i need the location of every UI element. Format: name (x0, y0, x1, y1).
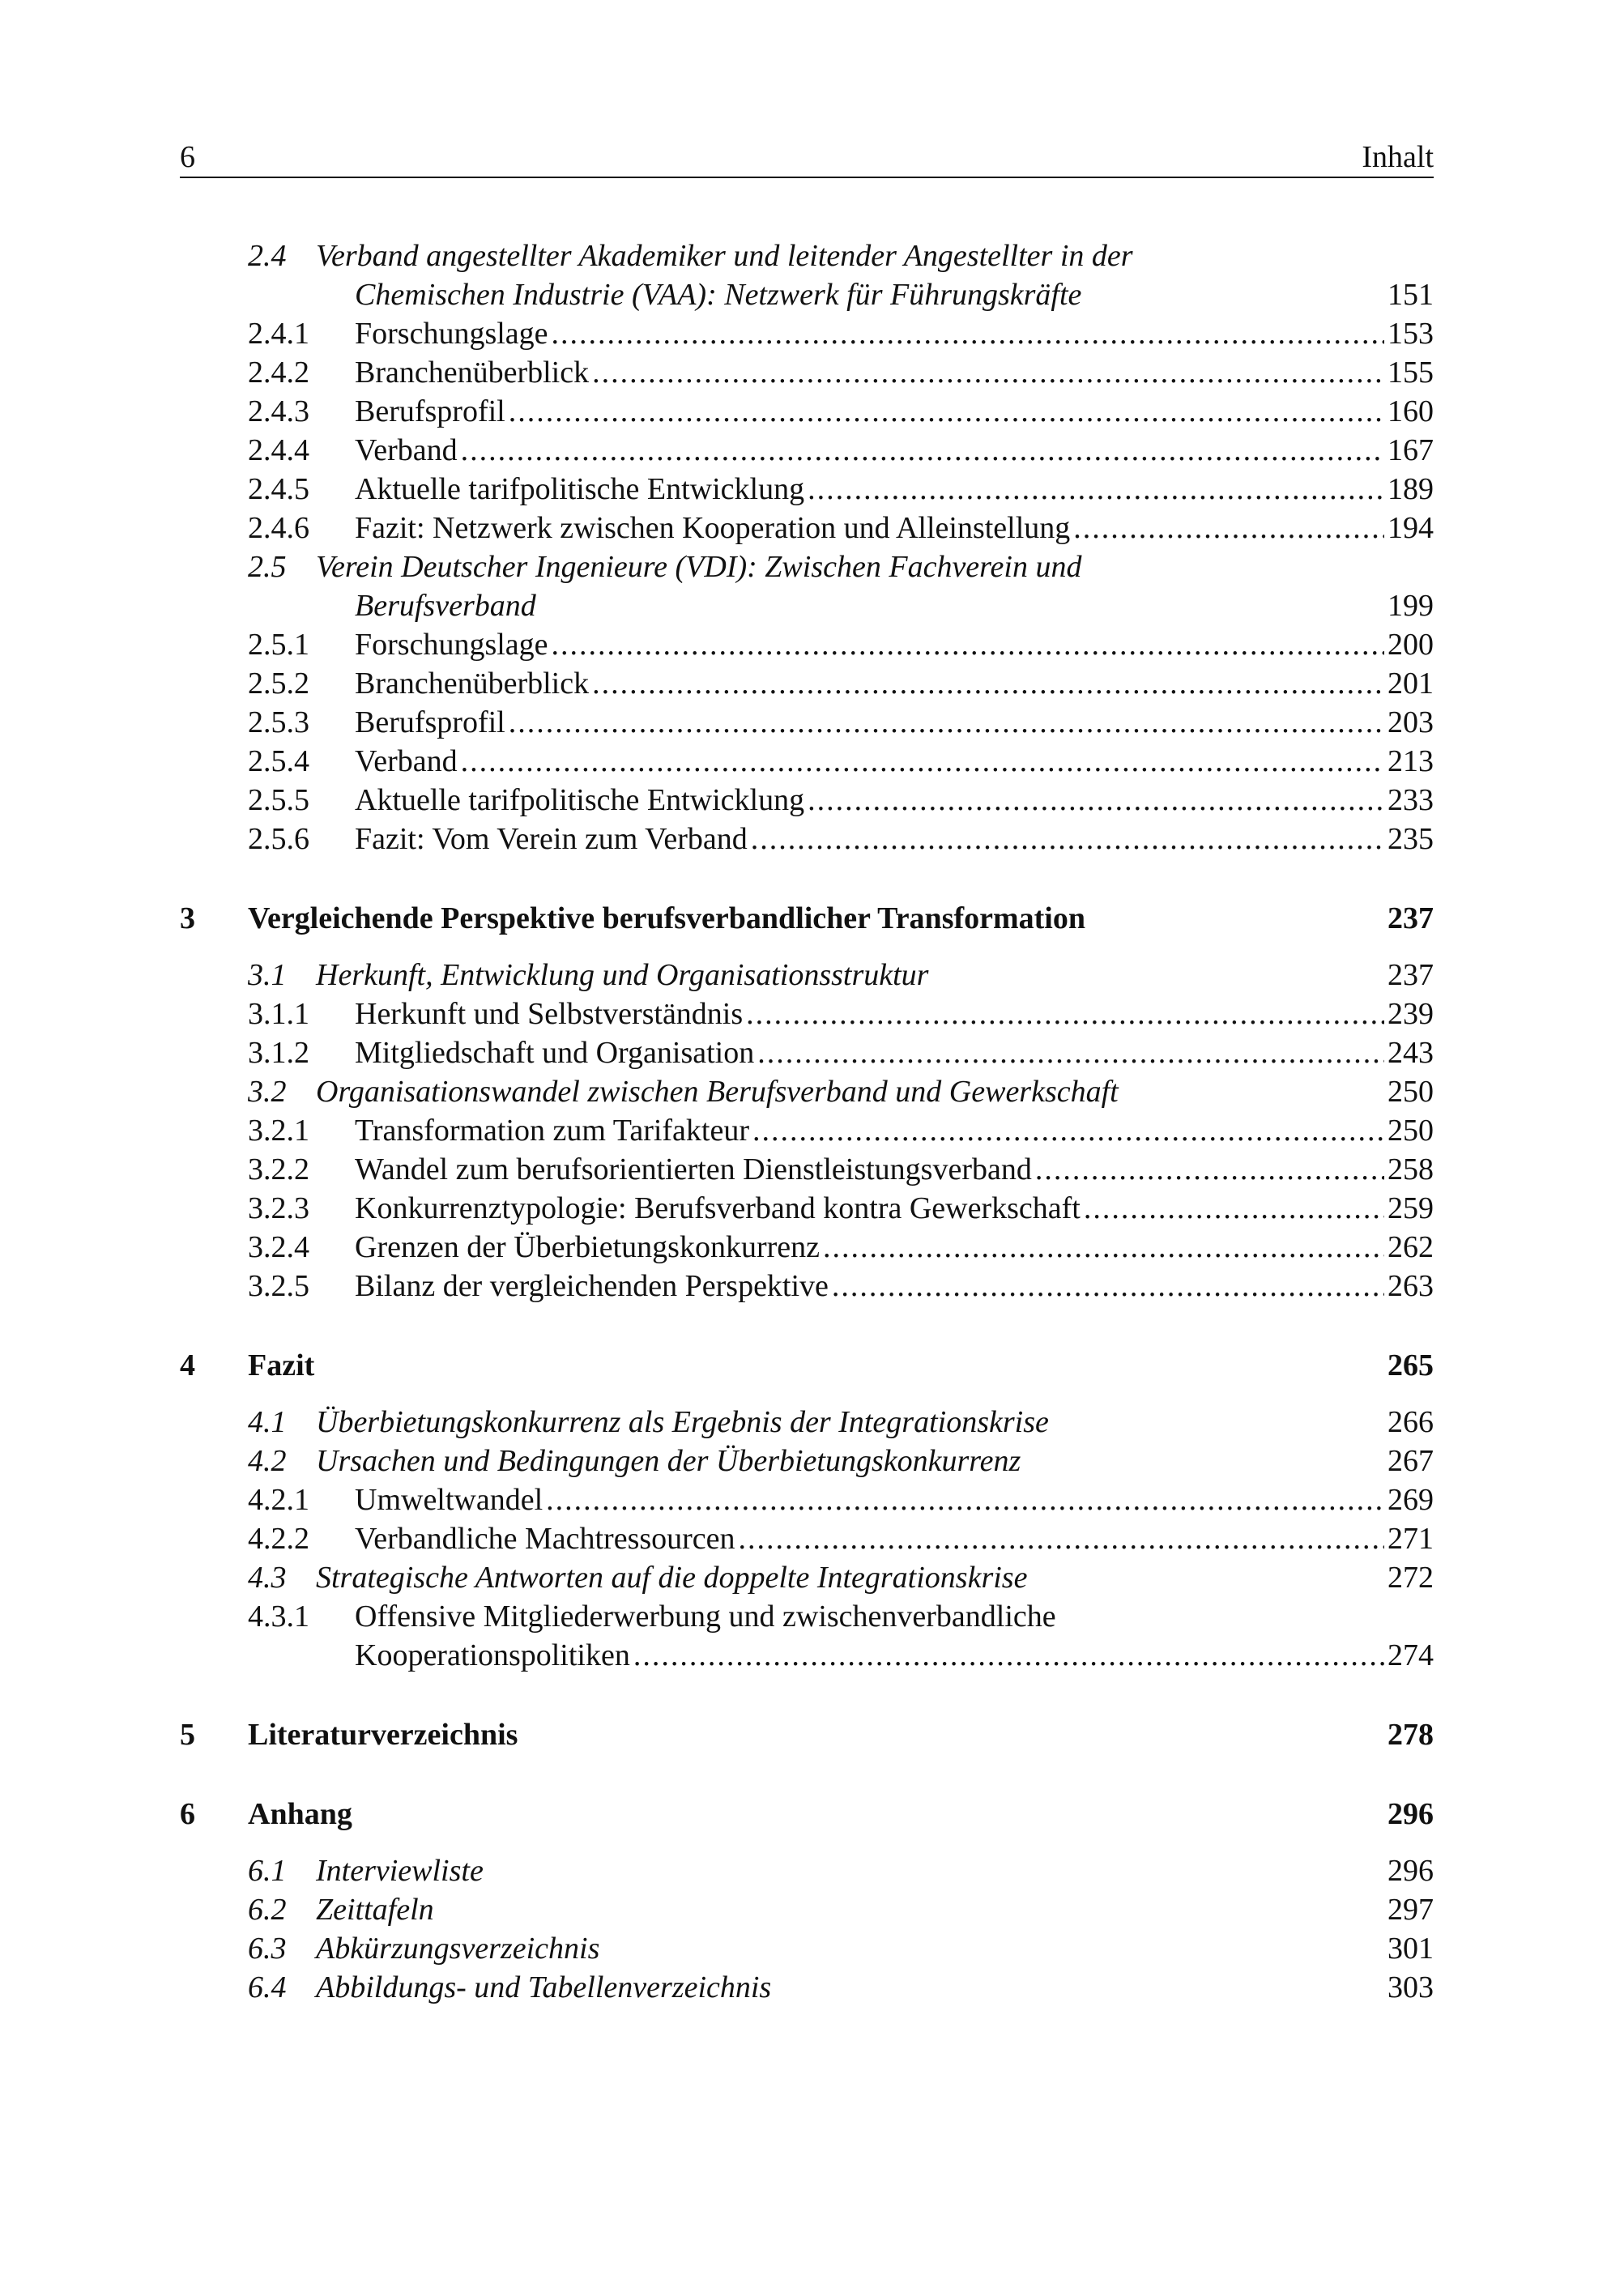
toc-number: 4.2.1 (248, 1483, 309, 1517)
spacer (180, 858, 1434, 899)
toc-page-number: 233 (1387, 783, 1434, 817)
toc-page-number: 160 (1387, 394, 1434, 428)
toc-entry-section[interactable] (180, 1929, 1434, 1968)
toc-entry-cont[interactable] (180, 586, 1434, 625)
toc-title: Berufsprofil (355, 705, 505, 739)
dot-leader (592, 664, 1384, 703)
toc-title: Kooperationspolitiken (355, 1638, 630, 1672)
toc-title: Organisationswandel zwischen Berufsverband und Gewerkschaft (316, 1075, 1119, 1109)
toc-page-number: 262 (1387, 1230, 1434, 1264)
toc-page-number: 297 (1387, 1893, 1434, 1927)
toc-entry-cont[interactable] (180, 275, 1434, 314)
toc-number: 3.1.2 (248, 1036, 309, 1070)
toc-entry-section[interactable] (180, 1968, 1434, 2007)
toc-title: Aktuelle tarifpolitische Entwicklung (355, 472, 805, 506)
spacer (180, 938, 1434, 956)
toc-title: Offensive Mitgliederwerbung und zwischenverbandliche (355, 1600, 1056, 1634)
toc-entry-sub[interactable] (180, 431, 1434, 470)
toc-entry-sub[interactable] (180, 703, 1434, 742)
toc-entry-sub[interactable] (180, 1033, 1434, 1072)
toc-entry-sub[interactable] (180, 470, 1434, 509)
page-header (180, 136, 1434, 178)
toc-page-number: 155 (1387, 356, 1434, 390)
toc-entry-sub[interactable] (180, 1150, 1434, 1189)
toc-entry-sub[interactable] (180, 1189, 1434, 1228)
toc-page-number: 201 (1387, 667, 1434, 701)
toc-page-number: 274 (1387, 1638, 1434, 1672)
dot-leader (757, 1033, 1384, 1072)
toc-page-number: 301 (1387, 1932, 1434, 1966)
toc-page-number: 200 (1387, 628, 1434, 662)
dot-leader (752, 1111, 1384, 1150)
toc-entry-sub[interactable] (180, 1267, 1434, 1306)
toc-page-number: 243 (1387, 1036, 1434, 1070)
toc-number: 2.5.4 (248, 744, 309, 778)
toc-number: 6.2 (248, 1893, 287, 1927)
toc-number: 2.4.5 (248, 472, 309, 506)
dot-leader (461, 742, 1384, 781)
toc-entry-chapter[interactable] (180, 1346, 1434, 1385)
toc-page-number: 271 (1387, 1522, 1434, 1556)
toc-title: Interviewliste (316, 1854, 484, 1888)
toc-page-number: 151 (1387, 278, 1434, 312)
toc-number: 3.2.4 (248, 1230, 309, 1264)
toc-title: Konkurrenztypologie: Berufsverband kontra Gewerkschaft (355, 1191, 1081, 1225)
dot-leader (823, 1228, 1384, 1267)
spacer (180, 1306, 1434, 1346)
toc-title: Fazit (248, 1348, 315, 1382)
toc-title: Herkunft, Entwicklung und Organisationsstruktur (316, 958, 929, 992)
toc-page-number: 258 (1387, 1152, 1434, 1186)
toc-page-number: 237 (1387, 958, 1434, 992)
toc-number: 2.4.3 (248, 394, 309, 428)
toc-entry-sub[interactable] (180, 353, 1434, 392)
toc-entry-subcont[interactable] (180, 1636, 1434, 1675)
page-number: 6 (180, 140, 195, 174)
toc-number: 2.5.5 (248, 783, 309, 817)
toc-page-number: 189 (1387, 472, 1434, 506)
toc-number: 5 (180, 1718, 195, 1752)
toc-entry-sub[interactable] (180, 392, 1434, 431)
toc-page-number: 203 (1387, 705, 1434, 739)
toc-page-number: 250 (1387, 1114, 1434, 1148)
dot-leader (552, 625, 1384, 664)
dot-leader (808, 781, 1384, 820)
toc-title: Branchenüberblick (355, 356, 590, 390)
toc-title: Verband (355, 433, 458, 467)
toc-page-number: 296 (1387, 1854, 1434, 1888)
toc-page-number: 239 (1387, 997, 1434, 1031)
toc-number: 3.2.5 (248, 1269, 309, 1303)
toc-entry-section[interactable] (180, 1558, 1434, 1597)
dot-leader (751, 820, 1384, 858)
toc-page-number: 213 (1387, 744, 1434, 778)
toc-number: 3.2.2 (248, 1152, 309, 1186)
toc-entry-sub[interactable] (180, 625, 1434, 664)
toc-title: Verband (355, 744, 458, 778)
toc-number: 6 (180, 1797, 195, 1831)
toc-number: 3.1 (248, 958, 287, 992)
toc-entry-section[interactable] (180, 1403, 1434, 1442)
running-title: Inhalt (1362, 140, 1434, 174)
toc-entry-section[interactable] (180, 1851, 1434, 1890)
toc-number: 3.2 (248, 1075, 287, 1109)
toc-number: 4.2 (248, 1444, 287, 1478)
toc-title: Zeittafeln (316, 1893, 434, 1927)
toc-title: Abkürzungsverzeichnis (316, 1932, 600, 1966)
toc-page-number: 266 (1387, 1405, 1434, 1439)
toc-number: 6.4 (248, 1970, 287, 2004)
toc-entry-section[interactable] (180, 1442, 1434, 1480)
toc-number: 3.2.3 (248, 1191, 309, 1225)
toc-page-number: 269 (1387, 1483, 1434, 1517)
toc-entry-chapter[interactable] (180, 1715, 1434, 1754)
toc-entry-section[interactable] (180, 236, 1434, 275)
toc-number: 4.3 (248, 1561, 287, 1595)
toc-page-number: 235 (1387, 822, 1434, 856)
toc-entry-section[interactable] (180, 1072, 1434, 1111)
toc-title: Anhang (248, 1797, 352, 1831)
toc-title: Überbietungskonkurrenz als Ergebnis der Integrationskrise (316, 1405, 1049, 1439)
toc-number: 2.5.6 (248, 822, 309, 856)
dot-leader (509, 392, 1384, 431)
toc-number: 2.5.1 (248, 628, 309, 662)
toc-title: Herkunft und Selbstverständnis (355, 997, 744, 1031)
spacer (180, 1754, 1434, 1795)
toc-page-number: 278 (1387, 1718, 1434, 1752)
toc-number: 6.3 (248, 1932, 287, 1966)
toc-title: Vergleichende Perspektive berufsverbandlicher Transformation (248, 901, 1085, 935)
toc-page-number: 265 (1387, 1348, 1434, 1382)
toc-entry-section[interactable] (180, 547, 1434, 586)
dot-leader (546, 1480, 1384, 1519)
toc-page-number: 237 (1387, 901, 1434, 935)
toc-title: Forschungslage (355, 628, 548, 662)
toc-number: 6.1 (248, 1854, 287, 1888)
toc-number: 4.3.1 (248, 1600, 309, 1634)
toc-number: 4.1 (248, 1405, 287, 1439)
toc-page-number: 267 (1387, 1444, 1434, 1478)
toc-title: Chemischen Industrie (VAA): Netzwerk für Führungskräfte (355, 278, 1082, 312)
dot-leader (808, 470, 1384, 509)
toc-entry-section[interactable] (180, 1890, 1434, 1929)
toc-number: 2.4.1 (248, 317, 309, 351)
toc-page-number: 263 (1387, 1269, 1434, 1303)
spacer (180, 1834, 1434, 1851)
toc-page-number: 199 (1387, 589, 1434, 623)
spacer (180, 1675, 1434, 1715)
toc-title: Forschungslage (355, 317, 548, 351)
toc-number: 4 (180, 1348, 195, 1382)
toc-page-number: 296 (1387, 1797, 1434, 1831)
toc-number: 3.1.1 (248, 997, 309, 1031)
toc-title: Fazit: Netzwerk zwischen Kooperation und Alleinstellung (355, 511, 1071, 545)
dot-leader (552, 314, 1384, 353)
toc-entry-sub[interactable] (180, 509, 1434, 547)
toc-entry-chapter[interactable] (180, 1795, 1434, 1834)
toc-entry-chapter[interactable] (180, 899, 1434, 938)
toc-entry-sub[interactable] (180, 1597, 1434, 1636)
dot-leader (1073, 509, 1384, 547)
toc-number: 4.2.2 (248, 1522, 309, 1556)
toc-number: 3 (180, 901, 195, 935)
toc-entry-sub[interactable] (180, 664, 1434, 703)
dot-leader (832, 1267, 1384, 1306)
toc-entry-sub[interactable] (180, 820, 1434, 858)
toc-title: Branchenüberblick (355, 667, 590, 701)
toc-title: Umweltwandel (355, 1483, 543, 1517)
dot-leader (633, 1636, 1384, 1675)
toc-title: Fazit: Vom Verein zum Verband (355, 822, 748, 856)
toc-entry-sub[interactable] (180, 1519, 1434, 1558)
toc-entry-section[interactable] (180, 956, 1434, 995)
dot-leader (746, 995, 1384, 1033)
toc-page-number: 167 (1387, 433, 1434, 467)
toc-title: Literaturverzeichnis (248, 1718, 518, 1752)
toc-entry-sub[interactable] (180, 1228, 1434, 1267)
toc-page-number: 272 (1387, 1561, 1434, 1595)
toc-title: Mitgliedschaft und Organisation (355, 1036, 755, 1070)
toc-number: 2.5.2 (248, 667, 309, 701)
toc-number: 2.4 (248, 239, 287, 273)
toc-page-number: 194 (1387, 511, 1434, 545)
toc-entry-sub[interactable] (180, 781, 1434, 820)
toc-page-number: 153 (1387, 317, 1434, 351)
spacer (180, 1385, 1434, 1403)
toc-entry-sub[interactable] (180, 742, 1434, 781)
toc-title: Berufsprofil (355, 394, 505, 428)
toc-title: Bilanz der vergleichenden Perspektive (355, 1269, 829, 1303)
toc-entry-sub[interactable] (180, 314, 1434, 353)
dot-leader (1035, 1150, 1384, 1189)
table-of-contents (180, 236, 1434, 2007)
toc-title: Berufsverband (355, 589, 536, 623)
toc-title: Verein Deutscher Ingenieure (VDI): Zwischen Fachverein und (316, 550, 1082, 584)
toc-number: 3.2.1 (248, 1114, 309, 1148)
toc-number: 2.5 (248, 550, 287, 584)
toc-title: Wandel zum berufsorientierten Dienstleistungsverband (355, 1152, 1032, 1186)
toc-entry-sub[interactable] (180, 1111, 1434, 1150)
toc-title: Verbandliche Machtressourcen (355, 1522, 735, 1556)
toc-title: Verband angestellter Akademiker und leitender Angestellter in der (316, 239, 1133, 273)
toc-number: 2.4.2 (248, 356, 309, 390)
toc-number: 2.4.6 (248, 511, 309, 545)
toc-page-number: 303 (1387, 1970, 1434, 2004)
dot-leader (739, 1519, 1384, 1558)
toc-entry-sub[interactable] (180, 995, 1434, 1033)
toc-number: 2.5.3 (248, 705, 309, 739)
dot-leader (592, 353, 1384, 392)
toc-entry-sub[interactable] (180, 1480, 1434, 1519)
toc-title: Ursachen und Bedingungen der Überbietungskonkurrenz (316, 1444, 1021, 1478)
toc-title: Grenzen der Überbietungskonkurrenz (355, 1230, 820, 1264)
toc-page-number: 259 (1387, 1191, 1434, 1225)
toc-title: Strategische Antworten auf die doppelte Integrationskrise (316, 1561, 1028, 1595)
toc-title: Aktuelle tarifpolitische Entwicklung (355, 783, 805, 817)
dot-leader (461, 431, 1384, 470)
dot-leader (1084, 1189, 1384, 1228)
toc-number: 2.4.4 (248, 433, 309, 467)
toc-title: Transformation zum Tarifakteur (355, 1114, 750, 1148)
toc-page-number: 250 (1387, 1075, 1434, 1109)
toc-title: Abbildungs- und Tabellenverzeichnis (316, 1970, 772, 2004)
dot-leader (509, 703, 1384, 742)
